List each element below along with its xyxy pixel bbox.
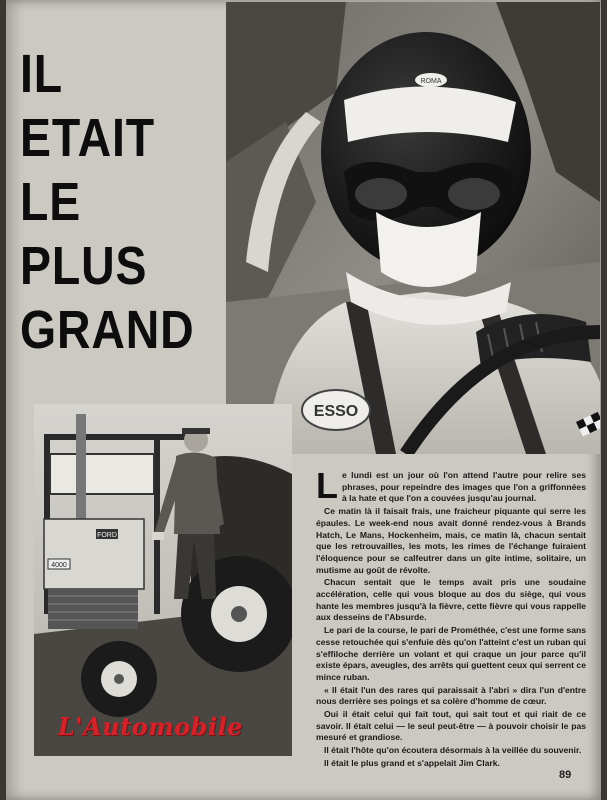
article-paragraph-2: Ce matin là il faisait frais, une fraicheur piquante qui serre les épaules. Le week-end nous avait donné rendez-vous à Brands Hatch, Le Mans, Hockenheim, mais, ce matin là, chacun sentait que les retrouvailles, les mots, les rimes de l'échange fuiraient l'éloquence pour se calfeutrer dans un gite intime, solitaire, un mutisme au goût de révolte.	[316, 506, 586, 575]
tractor-number-text: 4000	[51, 562, 67, 569]
page-number: 89	[559, 769, 572, 781]
article-paragraph-8: Il était le plus grand et s'appelait Jim Clark.	[324, 757, 500, 768]
magazine-logo: L'Automobile	[58, 712, 244, 741]
headline-line-1: IL	[20, 44, 63, 104]
article-paragraph-3: Chacun sentait que le temps avait pris une soudaine accélération, celle qui vous bloque au dos du siège, qui vous hante les membres jusqu'à la fièvre, cette fièvre qui vous rappelle aux desseins de l'Absurde.	[316, 577, 586, 623]
tractor-photo	[34, 404, 292, 756]
article-paragraph-6: Oui il était celui qui fait tout, qui sait tout et qui riait de ce savoir. Il était celui — le seul peut-être — à pouvoir choisir le pas mesuré et grandiose.	[316, 709, 586, 743]
article-paragraph-1: Le lundi est un jour où l'on attend l'autre pour relire ses phrases, pour repeindre des images que l'on a griffonnées à la hate et que l'on a couvées jusqu'au journal.	[316, 465, 586, 506]
article-body	[316, 465, 586, 771]
article-paragraph-4: Le pari de la course, le pari de Prométhée, c'est une forme sans cesse retouchée qui s'enfuie dès qu'on l'atteint c'est un ruban qui s'effiloche derrière un volant et qui craque un jour parce qu'il existe épars, aveugles, des arrêts qui guettent ceux qui serrent ce mince ruban.	[316, 625, 586, 682]
tractor-badge-text: FORD	[97, 532, 117, 539]
headline-line-2: ETAIT	[20, 108, 156, 168]
helmet-badge-text: ROMA	[420, 78, 442, 85]
article-paragraph-7: Il était l'hôte qu'on écoutera désormais à la veillée du souvenir.	[324, 745, 582, 756]
headline	[20, 42, 201, 362]
headline-line-4: PLUS	[20, 236, 148, 296]
drop-cap: L	[316, 465, 338, 506]
magazine-page	[6, 0, 601, 800]
driver-photo	[226, 2, 600, 454]
article-paragraph-5: « Il était l'un des rares qui paraissait à l'abri » dira l'un d'entre nous derrière ses poings et sa colère d'homme de cœur.	[316, 684, 586, 707]
esso-logo-text: ESSO	[313, 403, 359, 420]
headline-line-3: LE	[20, 172, 82, 232]
headline-line-5: GRAND	[20, 300, 195, 360]
